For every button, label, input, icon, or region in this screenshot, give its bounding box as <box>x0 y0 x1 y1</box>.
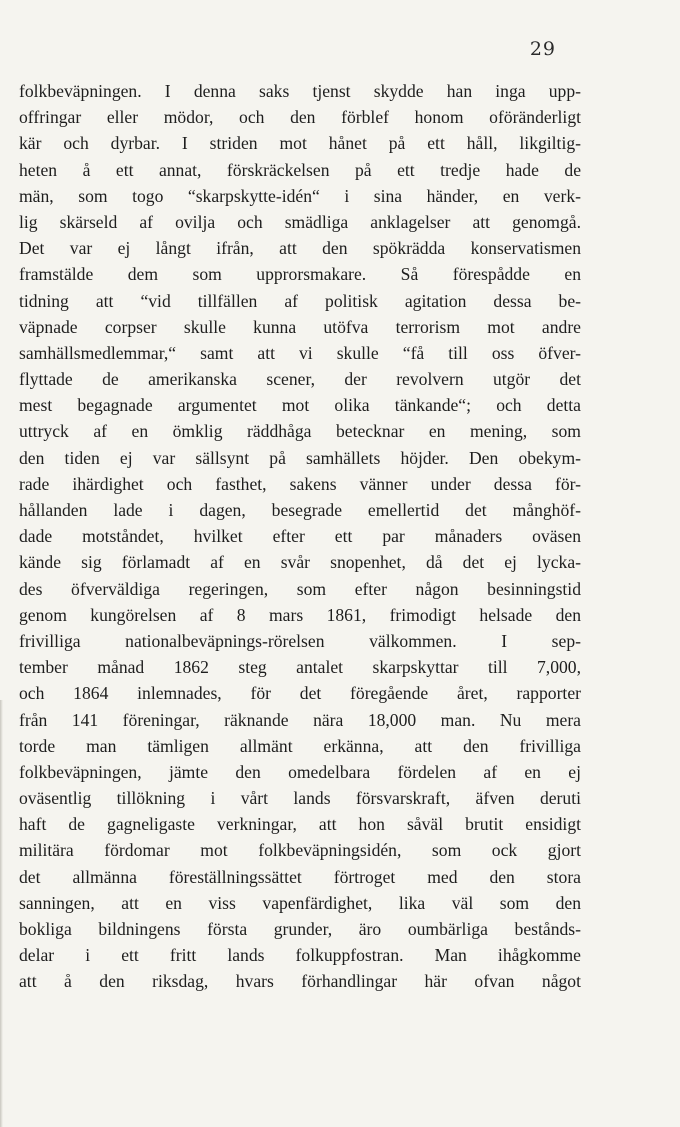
text-line: kär och dyrbar. I striden mot hånet på ett håll, likgiltig- <box>19 133 581 154</box>
text-line: offringar eller mödor, och den förblef honom oföränderligt <box>19 107 581 128</box>
text-line: att å den riksdag, hvars förhandlingar här ofvan något <box>19 971 581 992</box>
text-line: samhällsmedlemmar,“ samt att vi skulle “få till oss öfver- <box>19 342 581 363</box>
text-line: män, som togo “skarpskytte-idén“ i sina händer, en verk- <box>19 185 581 206</box>
text-line: sanningen, att en viss vapenfärdighet, lika väl som den <box>19 892 581 913</box>
text-line: den tiden ej var sällsynt på samhällets höjder. Den obekym- <box>19 447 581 468</box>
text-line: folkbeväpningen. I denna saks tjenst skydde han inga upp- <box>19 81 581 101</box>
text-line: delar i ett fritt lands folkuppfostran. Man ihågkomme <box>19 945 581 966</box>
text-line: och 1864 inlemnades, för det föregående året, rapporter <box>19 683 581 704</box>
text-line: väpnade corpser skulle kunna utöfva terrorism mot andre <box>19 316 581 337</box>
text-line: genom kungörelsen af 8 mars 1861, frimodigt helsade den <box>19 604 581 625</box>
text-line: haft de gagneligaste verkningar, att hon såväl brutit ensidigt <box>19 814 581 835</box>
text-line: tember månad 1862 steg antalet skarpskyttar till 7,000, <box>19 657 581 678</box>
body-text <box>19 78 581 995</box>
text-line: bokliga bildningens första grunder, äro oumbärliga bestånds- <box>19 919 581 939</box>
text-line: uttryck af en ömklig räddhåga betecknar en mening, som <box>19 421 581 442</box>
text-line: des öfverväldiga regeringen, som efter någon besinningstid <box>19 578 581 599</box>
text-line: frivilliga nationalbeväpnings-rörelsen välkommen. I sep- <box>19 630 581 651</box>
text-line: heten å ett annat, förskräckelsen på ett tredje hade de <box>19 159 581 180</box>
text-line: torde man tämligen allmänt erkänna, att den frivilliga <box>19 735 581 756</box>
text-line: det allmänna föreställningssättet förtroget med den stora <box>19 866 581 887</box>
text-line: militära fördomar mot folkbeväpningsidén, som ock gjort <box>19 840 581 861</box>
text-line: dade motståndet, hvilket efter ett par månaders oväsen <box>19 526 581 547</box>
text-line: rade ihärdighet och fasthet, sakens vänner under dessa för- <box>19 473 581 494</box>
page-number: 29 <box>529 38 556 60</box>
text-line: folkbeväpningen, jämte den omedelbara fördelen af en ej <box>19 761 581 782</box>
text-line: framstälde dem som upprorsmakare. Så förespådde en <box>19 264 581 285</box>
text-line: lig skärseld af ovilja och smädliga anklagelser att genomgå. <box>19 211 581 232</box>
text-line: tidning att “vid tillfällen af politisk agitation dessa be- <box>19 290 581 311</box>
page-edge-shadow <box>0 700 3 1127</box>
text-line: oväsentlig tillökning i vårt lands försvarskraft, äfven deruti <box>19 788 581 809</box>
text-line: från 141 föreningar, räknande nära 18,000 man. Nu mera <box>19 709 581 730</box>
text-line: mest begagnade argumentet mot olika tänkande“; och detta <box>19 395 581 416</box>
text-line: flyttade de amerikanska scener, der revolvern utgör det <box>19 369 581 390</box>
text-line: hållanden lade i dagen, besegrade emellertid det månghöf- <box>19 500 581 520</box>
text-line: kände sig förlamadt af en svår snopenhet, då det ej lycka- <box>19 552 581 573</box>
text-line: Det var ej långt ifrån, att den spökrädda konservatismen <box>19 238 581 259</box>
